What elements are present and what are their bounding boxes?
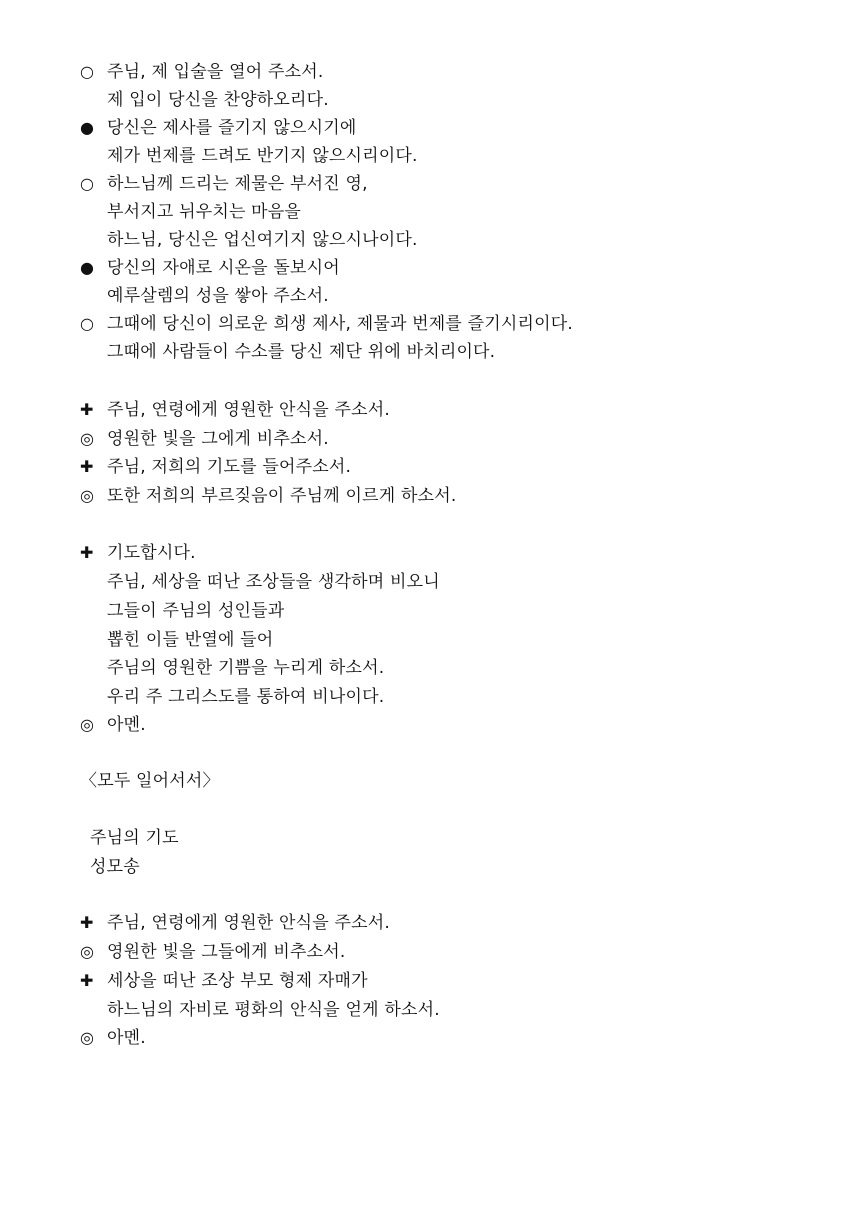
line-text: 주님, 연령에게 영원한 안식을 주소서. bbox=[107, 400, 390, 420]
response-icon: ◎ bbox=[80, 429, 95, 448]
open-circle-icon: ○ bbox=[80, 314, 95, 333]
line-text: 부서지고 뉘우치는 마음을 bbox=[107, 202, 302, 222]
line-text: 기도합시다. bbox=[107, 543, 196, 563]
line-text: 하느님의 자비로 평화의 안식을 얻게 하소서. bbox=[107, 1000, 440, 1020]
line-text: 제가 번제를 드려도 반기지 않으시리이다. bbox=[107, 146, 418, 166]
line-text: 주님, 세상을 떠난 조상들을 생각하며 비오니 bbox=[107, 572, 440, 592]
open-circle-icon: ○ bbox=[80, 62, 95, 81]
psalm-line bbox=[107, 142, 418, 170]
psalm-line bbox=[80, 254, 340, 282]
rubric-instruction: 〈모두 일어서서〉 bbox=[80, 771, 220, 791]
cross-icon: ✚ bbox=[80, 543, 94, 562]
line-text: 영원한 빛을 그들에게 비추소서. bbox=[107, 942, 346, 962]
versicle-line bbox=[80, 396, 390, 424]
line-text: 당신의 자애로 시온을 돌보시어 bbox=[107, 258, 340, 278]
versicle-line bbox=[80, 909, 390, 937]
line-text: 주님, 저희의 기도를 들어주소서. bbox=[107, 457, 352, 477]
psalm-line bbox=[80, 114, 357, 142]
response-icon: ◎ bbox=[80, 486, 95, 505]
line-text: 주님의 영원한 기쁨을 누리게 하소서. bbox=[107, 658, 385, 678]
prayer-title: 성모송 bbox=[90, 857, 140, 877]
line-text: 영원한 빛을 그에게 비추소서. bbox=[107, 429, 329, 449]
line-text: 뽑힌 이들 반열에 들어 bbox=[107, 630, 274, 650]
psalm-line bbox=[107, 226, 418, 254]
line-text: 주님, 연령에게 영원한 안식을 주소서. bbox=[107, 913, 390, 933]
versicle-line bbox=[80, 453, 351, 481]
psalm-line bbox=[80, 58, 323, 86]
cross-icon: ✚ bbox=[80, 457, 94, 476]
prayer-line bbox=[80, 539, 196, 567]
psalm-line bbox=[80, 310, 573, 338]
line-text: 하느님, 당신은 업신여기지 않으시나이다. bbox=[107, 230, 418, 250]
line-text: 또한 저희의 부르짖음이 주님께 이르게 하소서. bbox=[107, 486, 457, 506]
open-circle-icon: ○ bbox=[80, 174, 95, 193]
psalm-line bbox=[107, 86, 329, 114]
prayer-line bbox=[80, 711, 146, 739]
prayer-line bbox=[107, 568, 440, 596]
versicle-line bbox=[80, 425, 329, 453]
line-text: 아멘. bbox=[107, 715, 146, 735]
versicle-line bbox=[80, 938, 346, 966]
versicle-line bbox=[80, 967, 368, 995]
psalm-line bbox=[80, 170, 368, 198]
cross-icon: ✚ bbox=[80, 913, 94, 932]
line-text: 예루살렘의 성을 쌓아 주소서. bbox=[107, 286, 329, 306]
response-icon: ◎ bbox=[80, 715, 95, 734]
line-text: 우리 주 그리스도를 통하여 비나이다. bbox=[107, 687, 385, 707]
line-text: 그때에 사람들이 수소를 당신 제단 위에 바치리이다. bbox=[107, 342, 496, 362]
response-icon: ◎ bbox=[80, 1028, 95, 1047]
line-text: 당신은 제사를 즐기지 않으시기에 bbox=[107, 118, 357, 138]
line-text: 주님, 제 입술을 열어 주소서. bbox=[107, 62, 324, 82]
versicle-line bbox=[107, 996, 440, 1024]
psalm-line bbox=[107, 338, 495, 366]
cross-icon: ✚ bbox=[80, 971, 94, 990]
versicle-line bbox=[80, 1024, 146, 1052]
response-icon: ◎ bbox=[80, 942, 95, 961]
filled-circle-icon: ● bbox=[80, 118, 95, 137]
prayer-line bbox=[107, 626, 273, 654]
cross-icon: ✚ bbox=[80, 400, 94, 419]
psalm-line bbox=[107, 282, 329, 310]
versicle-line bbox=[80, 482, 456, 510]
line-text: 그때에 당신이 의로운 희생 제사, 제물과 번제를 즐기시리이다. bbox=[107, 314, 573, 334]
line-text: 하느님께 드리는 제물은 부서진 영, bbox=[107, 174, 368, 194]
prayer-title: 주님의 기도 bbox=[90, 828, 179, 848]
line-text: 세상을 떠난 조상 부모 형제 자매가 bbox=[107, 971, 368, 991]
prayer-line bbox=[107, 597, 284, 625]
filled-circle-icon: ● bbox=[80, 258, 95, 277]
psalm-line bbox=[107, 198, 301, 226]
line-text: 아멘. bbox=[107, 1028, 146, 1048]
line-text: 제 입이 당신을 찬양하오리다. bbox=[107, 90, 329, 110]
prayer-line bbox=[107, 654, 384, 682]
line-text: 그들이 주님의 성인들과 bbox=[107, 601, 285, 621]
prayer-line bbox=[107, 683, 384, 711]
